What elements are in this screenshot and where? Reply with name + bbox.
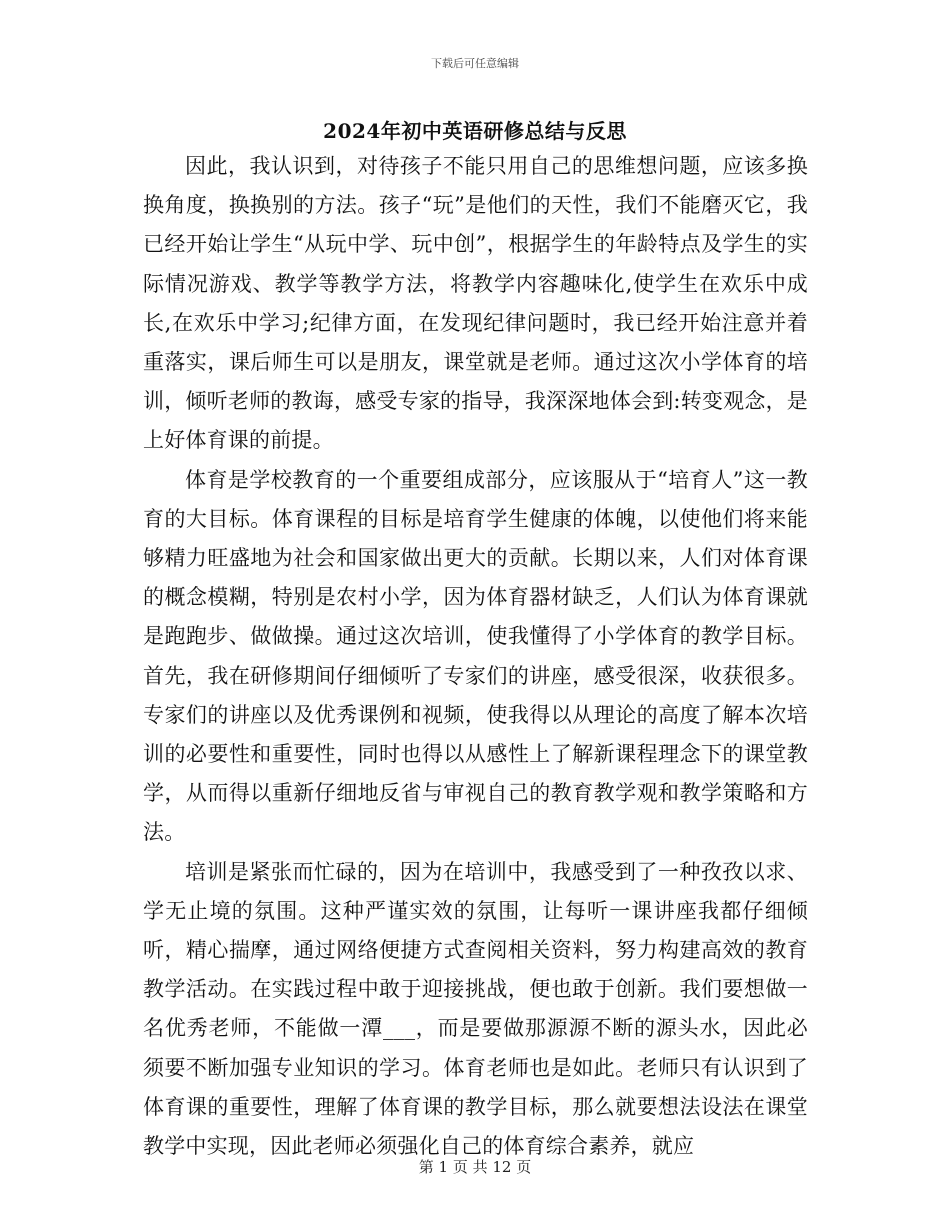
paragraph-1: 因此，我认识到，对待孩子不能只用自己的思维想问题，应该多换换角度，换换别的方法。孩子“玩”是他们的天性，我们不能磨灭它，我已经开始让学生“从玩中学、玩中创”，根据学生的年龄特点及学生的实际情况游戏、教学等教学方法，将教学内容趣味化,使学生在欢乐中成长,在欢乐中学习;纪律方面，在发现纪律问题时，我已经开始注意并着重落实，课后师生可以是朋友，课堂就是老师。通过这次小学体育的培训，倾听老师的教诲，感受专家的指导，我深深地体会到:转变观念，是上好体育课的前提。 [143, 154, 808, 453]
page-number: 第 1 页 共 12 页 [418, 1158, 532, 1176]
paragraph-2: 体育是学校教育的一个重要组成部分，应该服从于“培育人”这一教育的大目标。体育课程的目标是培育学生健康的体魄，以使他们将来能够精力旺盛地为社会和国家做出更大的贡献。长期以来，人们对体育课的概念模糊，特别是农村小学，因为体育器材缺乏，人们认为体育课就是跑跑步、做做操。通过这次培训，使我懂得了小学体育的教学目标。首先，我在研修期间仔细倾听了专家们的讲座，感受很深，收获很多。专家们的讲座以及优秀课例和视频，使我得以从理论的高度了解本次培训的必要性和重要性，同时也得以从感性上了解新课程理念下的课堂教学，从而得以重新仔细地反省与审视自己的教育教学观和教学策略和方法。 [143, 467, 808, 845]
header-note: 下载后可任意编辑 [431, 57, 519, 70]
document-body [143, 147, 808, 1166]
paragraph-3: 培训是紧张而忙碌的，因为在培训中，我感受到了一种孜孜以求、学无止境的氛围。这种严谨实效的氛围，让每听一课讲座我都仔细倾听，精心揣摩，通过网络便捷方式查阅相关资料，努力构建高效的教育教学活动。在实践过程中敢于迎接挑战，便也敢于创新。我们要想做一名优秀老师，不能做一潭___，而是要做那源源不断的源头水，因此必须要不断加强专业知识的学习。体育老师也是如此。老师只有认识到了体育课的重要性，理解了体育课的教学目标，那么就要想法设法在课堂教学中实现，因此老师必须强化自己的体育综合素养，就应 [143, 859, 808, 1159]
page-title: 2024年初中英语研修总结与反思 [323, 119, 627, 143]
